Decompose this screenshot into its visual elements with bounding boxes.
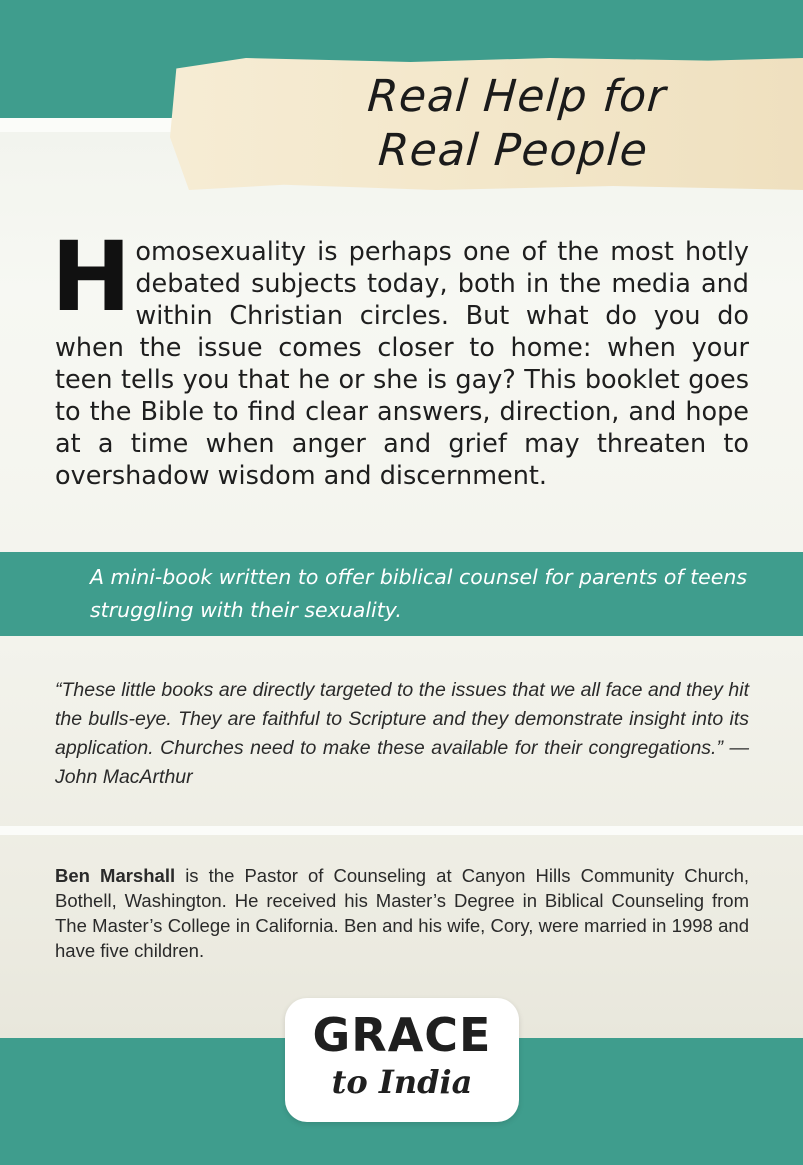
logo-grace-text: GRACE <box>312 1008 492 1062</box>
drop-cap: H <box>51 221 132 333</box>
title-line-2: Real People <box>376 125 650 176</box>
publisher-logo <box>285 998 519 1122</box>
quote-attribution: — John MacArthur <box>55 737 749 788</box>
intro-text: omosexuality is perhaps one of the most hotly debated subjects today, both in the media and within Christian circles. But what do you do when the issue comes closer to home: when your teen tells you that he or she is gay? This booklet goes to the Bible to find clear answers, direction, and hope at a time when anger and grief may threaten to overshadow wisdom and discernment. <box>55 237 749 491</box>
bio-text: is the Pastor of Counseling at Canyon Hills Community Church, Bothell, Washington. He received his Master’s Degree in Biblical Counseling from The Master’s College in California. Ben and his wife, Cory, were married in 1998 and have five children. <box>55 865 749 961</box>
section-divider <box>0 826 803 835</box>
quote-text: “These little books are directly targeted to the issues that we all face and they hit the bulls-eye. They are faithful to Scripture and they demonstrate insight into its application. Churches need to make these available for their congregations.” <box>55 679 749 759</box>
summary-text: A mini-book written to offer biblical counsel for parents of teens struggling with their sexuality. <box>90 565 748 622</box>
intro-paragraph <box>51 221 749 492</box>
cover-title <box>276 70 754 178</box>
author-name: Ben Marshall <box>55 865 176 886</box>
author-bio <box>55 863 749 963</box>
endorsement-quote <box>55 676 749 792</box>
title-line-1: Real Help for <box>365 71 669 122</box>
logo-to-india-text: to India <box>331 1063 473 1101</box>
